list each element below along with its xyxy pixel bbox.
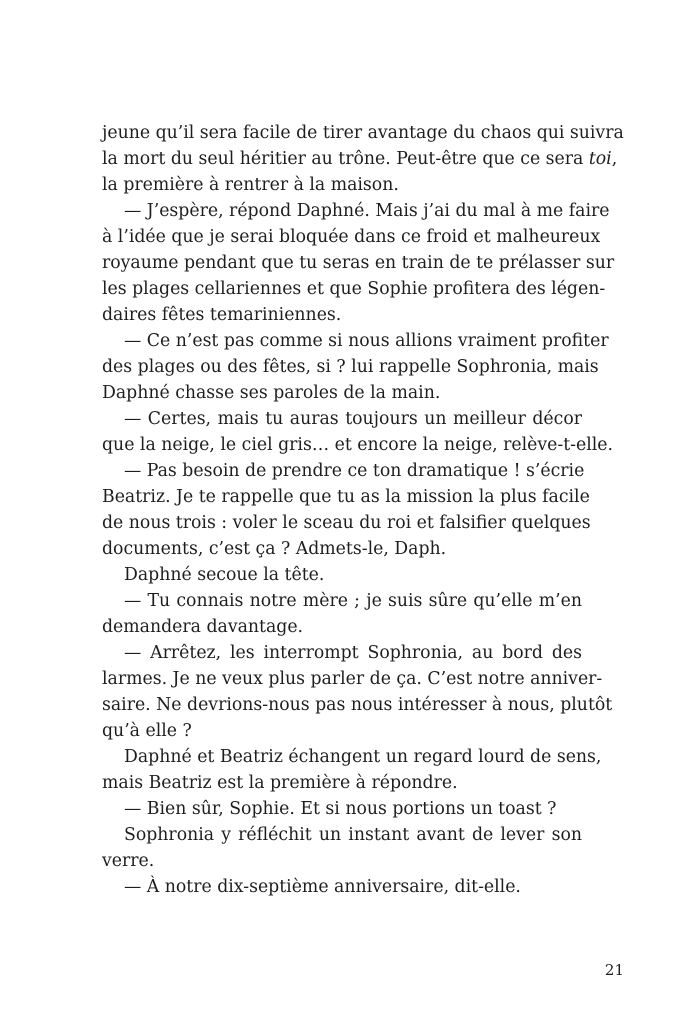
text-run: — Ce n’est pas comme si nous allions vraiment profiter [124,331,609,351]
text-run: à l’idée que je serai bloquée dans ce froid et malheureux [102,227,601,247]
text-run: — Arrêtez, les interrompt Sophronia, au bord des [124,643,582,663]
text-line [102,406,582,432]
text-run: daires fêtes temariniennes. [102,305,342,325]
text-run: larmes. Je ne veux plus parler de ça. C’est notre anniver- [102,669,603,689]
text-run: Daphné chasse ses paroles de la main. [102,383,441,403]
text-line [102,692,613,718]
page-number: 21 [604,961,624,979]
text-line [102,458,585,484]
text-line [102,380,582,406]
text-line [102,432,614,458]
text-run: verre. [102,851,155,871]
text-line [102,172,582,198]
text-run: documents, c’est ça ? Admets-le, Daph. [102,539,447,559]
text-line [102,718,582,744]
text-line [102,874,582,900]
text-line [102,536,582,562]
text-line [102,120,624,146]
text-line [102,198,610,224]
text-run: mais Beatriz est la première à répondre. [102,773,458,793]
text-line [102,848,582,874]
text-run: saire. Ne devrions-nous pas nous intéresser à nous, plutôt [102,695,613,715]
text-run: la mort du seul héritier au trône. Peut-être que ce sera [102,149,589,169]
text-run: — À notre dix-septième anniversaire, dit-elle. [124,877,521,897]
text-run: qu’à elle ? [102,721,192,741]
text-run: Beatriz. Je te rappelle que tu as la mission la plus facile [102,487,590,507]
text-run: que la neige, le ciel gris… et encore la neige, relève-t-elle. [102,435,614,455]
text-run: — Tu connais notre mère ; je suis sûre qu’elle m’en [124,591,582,611]
italic-text: toi [588,149,612,169]
text-run: les plages cellariennes et que Sophie profitera des légen- [102,279,606,299]
body-text [102,120,624,900]
text-run: de nous trois : voler le sceau du roi et falsifier quelques [102,513,591,533]
text-line [102,146,618,172]
text-run: Daphné secoue la tête. [124,565,325,585]
text-run: la première à rentrer à la maison. [102,175,399,195]
text-run: — Bien sûr, Sophie. Et si nous portions un toast ? [124,799,557,819]
text-run: — Certes, mais tu auras toujours un meilleur décor [124,409,582,429]
text-line [102,822,582,848]
text-line [102,250,615,276]
text-line [102,770,582,796]
text-line [102,640,582,666]
text-line [102,302,582,328]
text-run: des plages ou des fêtes, si ? lui rappelle Sophronia, mais [102,357,599,377]
text-line [102,484,590,510]
text-run: Daphné et Beatriz échangent un regard lourd de sens, [124,747,602,767]
text-line [102,614,582,640]
text-line [102,328,609,354]
text-line [102,510,591,536]
text-line [102,796,582,822]
text-run: — Pas besoin de prendre ce ton dramatique ! s’écrie [124,461,585,481]
text-run: — J’espère, répond Daphné. Mais j’ai du mal à me faire [124,201,610,221]
text-run: demandera davantage. [102,617,304,637]
text-line [102,354,599,380]
text-run: , [611,149,618,169]
text-line [102,276,606,302]
text-run: jeune qu’il sera facile de tirer avantage du chaos qui suivra [102,123,624,143]
text-line [102,588,582,614]
text-line [102,666,603,692]
text-run: Sophronia y réfléchit un instant avant de lever son [124,825,582,845]
text-line [102,562,582,588]
text-run: royaume pendant que tu seras en train de te prélasser sur [102,253,615,273]
text-line [102,744,602,770]
text-line [102,224,601,250]
